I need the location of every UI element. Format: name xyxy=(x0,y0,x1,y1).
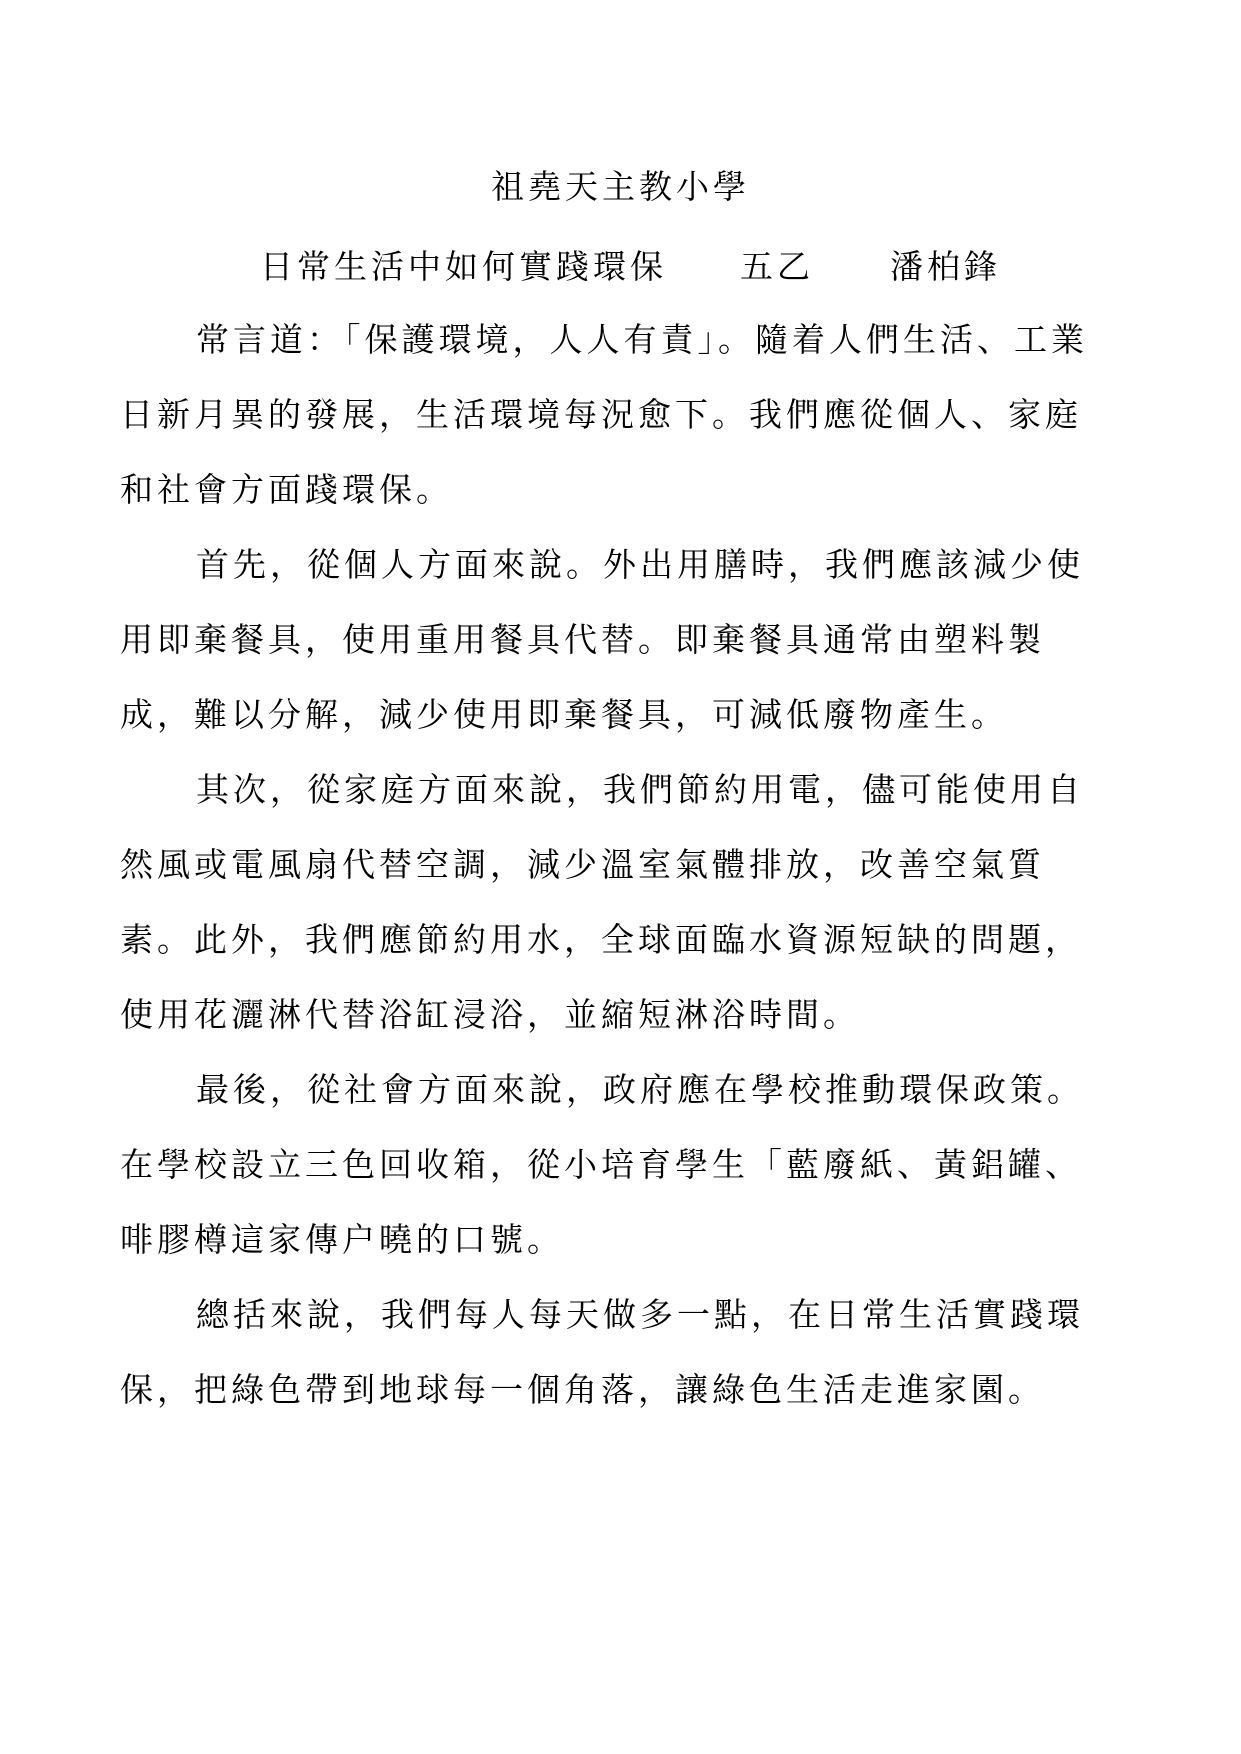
paragraph-family xyxy=(120,768,1120,1068)
essay-title: 日常生活中如何實踐環保 xyxy=(260,247,667,286)
paragraph-personal xyxy=(120,543,1120,768)
paragraph-line: 然風或電風扇代替空調，減少溫室氣體排放，改善空氣質 xyxy=(120,845,1045,884)
paragraph-line: 總括來說，我們每人每天做多一點，在日常生活實踐環 xyxy=(196,1295,1084,1334)
paragraph-intro xyxy=(120,318,1120,543)
paragraph-line: 日新月異的發展，生活環境每況愈下。我們應從個人、家庭 xyxy=(120,395,1082,434)
paragraph-line: 成，難以分解，減少使用即棄餐具，可減低廢物產生。 xyxy=(120,695,1008,734)
essay-heading xyxy=(260,245,1120,289)
paragraph-line: 最後，從社會方面來說，政府應在學校推動環保政策。 xyxy=(196,1070,1084,1109)
paragraph-conclusion xyxy=(120,1293,1120,1443)
paragraph-line: 在學校設立三色回收箱，從小培育學生「藍廢紙、黃鋁罐、 xyxy=(120,1145,1082,1184)
paragraph-line: 其次，從家庭方面來說，我們節約用電，儘可能使用自 xyxy=(196,770,1084,809)
paragraph-line: 啡膠樽這家傳户曉的口號。 xyxy=(120,1220,564,1259)
essay-body xyxy=(120,318,1120,1443)
paragraph-line: 常言道：「保護環境，人人有責」。隨着人們生活、工業 xyxy=(196,320,1088,359)
class-name: 五乙 xyxy=(740,247,814,286)
paragraph-line: 素。此外，我們應節約用水，全球面臨水資源短缺的問題， xyxy=(120,920,1082,959)
paragraph-line: 保，把綠色帶到地球每一個角落，讓綠色生活走進家園。 xyxy=(120,1370,1045,1409)
school-name: 祖堯天主教小學 xyxy=(491,167,750,206)
paragraph-society xyxy=(120,1068,1120,1293)
paragraph-line: 使用花灑淋代替浴缸浸浴，並縮短淋浴時間。 xyxy=(120,995,860,1034)
paragraph-line: 和社會方面踐環保。 xyxy=(120,470,453,509)
author-name: 潘柏鋒 xyxy=(890,247,1001,286)
paragraph-line: 用即棄餐具，使用重用餐具代替。即棄餐具通常由塑料製 xyxy=(120,620,1045,659)
paragraph-line: 首先，從個人方面來說。外出用膳時，我們應該減少使 xyxy=(196,545,1084,584)
